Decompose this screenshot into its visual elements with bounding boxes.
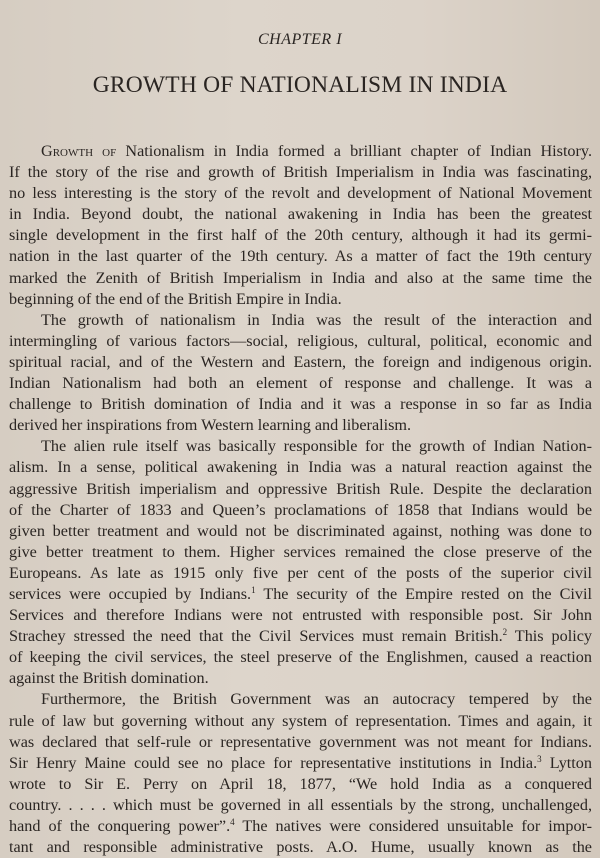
paragraph-3-footnote-line: services were occupied by Indians.$^1$ The security of the Empire rested on the Civil [9, 584, 592, 603]
paragraph-2-line: The growth of nationalism in India was the result of the interaction and [41, 310, 592, 329]
paragraph-1-line: marked the Zenith of British Imperialism in India and also at the same time the [9, 268, 592, 287]
paragraph-2-line: intermingling of various factors—social, religious, cultural, political, economic and [9, 331, 592, 350]
paragraph-4-line: was declared that self-rule or representative government was not meant for Indians. [9, 732, 592, 751]
paragraph-3-line: alism. In a sense, political awakening in India was a natural reaction against the [9, 458, 592, 477]
paragraph-4-line: tant and responsible administrative posts. A.O. Hume, usually known as the [9, 838, 592, 857]
paragraph-1-line: nation in the last quarter of the 19th century. As a matter of fact the 19th century [9, 247, 592, 266]
paragraph-1-line: no less interesting is the story of the revolt and development of National Movement [9, 184, 592, 203]
paragraph-1-line: single development in the first half of the 20th century, although it had its germi- [9, 226, 592, 245]
paragraph-3-line: of keeping the civil services, the steel preserve of the Englishmen, caused a reaction [9, 648, 592, 667]
footnote-marker-3[interactable]: 3 [537, 753, 542, 764]
paragraph-3-line: of the Charter of 1833 and Queen’s proclamations of 1858 that Indians would be [9, 500, 592, 519]
paragraph-1-line: beginning of the end of the British Empire in India. [9, 289, 342, 308]
paragraph-1-line: If the story of the rise and growth of British Imperialism in India was fascinating, [9, 163, 592, 182]
paragraph-4-line: rule of law but governing without any system of representation. Times and again, it [9, 711, 592, 730]
paragraph-3-line: Europeans. As late as 1915 only five per cent of the posts of the superior civil [9, 563, 592, 582]
paragraph-3-line: against the British domination. [9, 669, 209, 688]
chapter-title: GROWTH OF NATIONALISM IN INDIA [92, 72, 508, 98]
chapter-label: CHAPTER I [257, 31, 343, 48]
lead-smallcaps: Growth of [41, 142, 117, 160]
paragraph-1-line: in India. Beyond doubt, the national awakening in India has been the greatest [9, 205, 592, 224]
paragraph-1-line-1: Growth of Nationalism in India formed a brilliant chapter of Indian History. [41, 142, 593, 160]
footnote-marker-1[interactable]: 1 [251, 584, 256, 595]
footnote-marker-2[interactable]: 2 [502, 627, 508, 638]
paragraph-3-line: The alien rule itself was basically responsible for the growth of Indian Nation- [41, 437, 592, 456]
paragraph-3-footnote-line: Strachey stressed the need that the Civil Services must remain British.$^2$ This policy [9, 627, 593, 646]
paragraph-4-line: Furthermore, the British Government was an autocracy tempered by the [41, 690, 592, 709]
paragraph-2-line: derived her inspirations from Western learning and liberalism. [9, 416, 412, 435]
paragraph-2-line: Indian Nationalism had both an element of response and challenge. It was a [9, 374, 592, 393]
paragraph-3-line: given better treatment and would not be discriminated against, nothing was done to [9, 521, 592, 540]
footnote-marker-4[interactable]: 4 [230, 817, 235, 827]
paragraph-3-line: give better treatment to them. Higher services remained the close preserve of the [9, 542, 592, 561]
paragraph-4-line: country. . . . . which must be governed in all essentials by the strong, unchallenged, [9, 795, 592, 814]
chapter-body [9, 141, 592, 858]
paragraph-4-footnote-line: hand of the conquering power”.$^4$ The natives were considered unsuitable for impor- [9, 817, 592, 835]
paragraph-3-line: aggressive British imperialism and oppressive British Rule. Despite the declaration [9, 479, 592, 498]
paragraph-4-footnote-line: Sir Henry Maine could see no place for representative institutions in India.$^3$ Lytton [9, 753, 592, 772]
paragraph-2-line: challenge to British domination of India and it was a response in so far as India [9, 395, 592, 414]
paragraph-2-line: spiritual racial, and of the Western and Eastern, the foreign and indigenous origin. [9, 352, 592, 371]
paragraph-4-line: wrote to Sir E. Perry on April 18, 1877, “We hold India as a conquered [9, 774, 592, 793]
paragraph-3-line: Services and therefore Indians were not entrusted with responsible post. Sir John [9, 606, 592, 625]
